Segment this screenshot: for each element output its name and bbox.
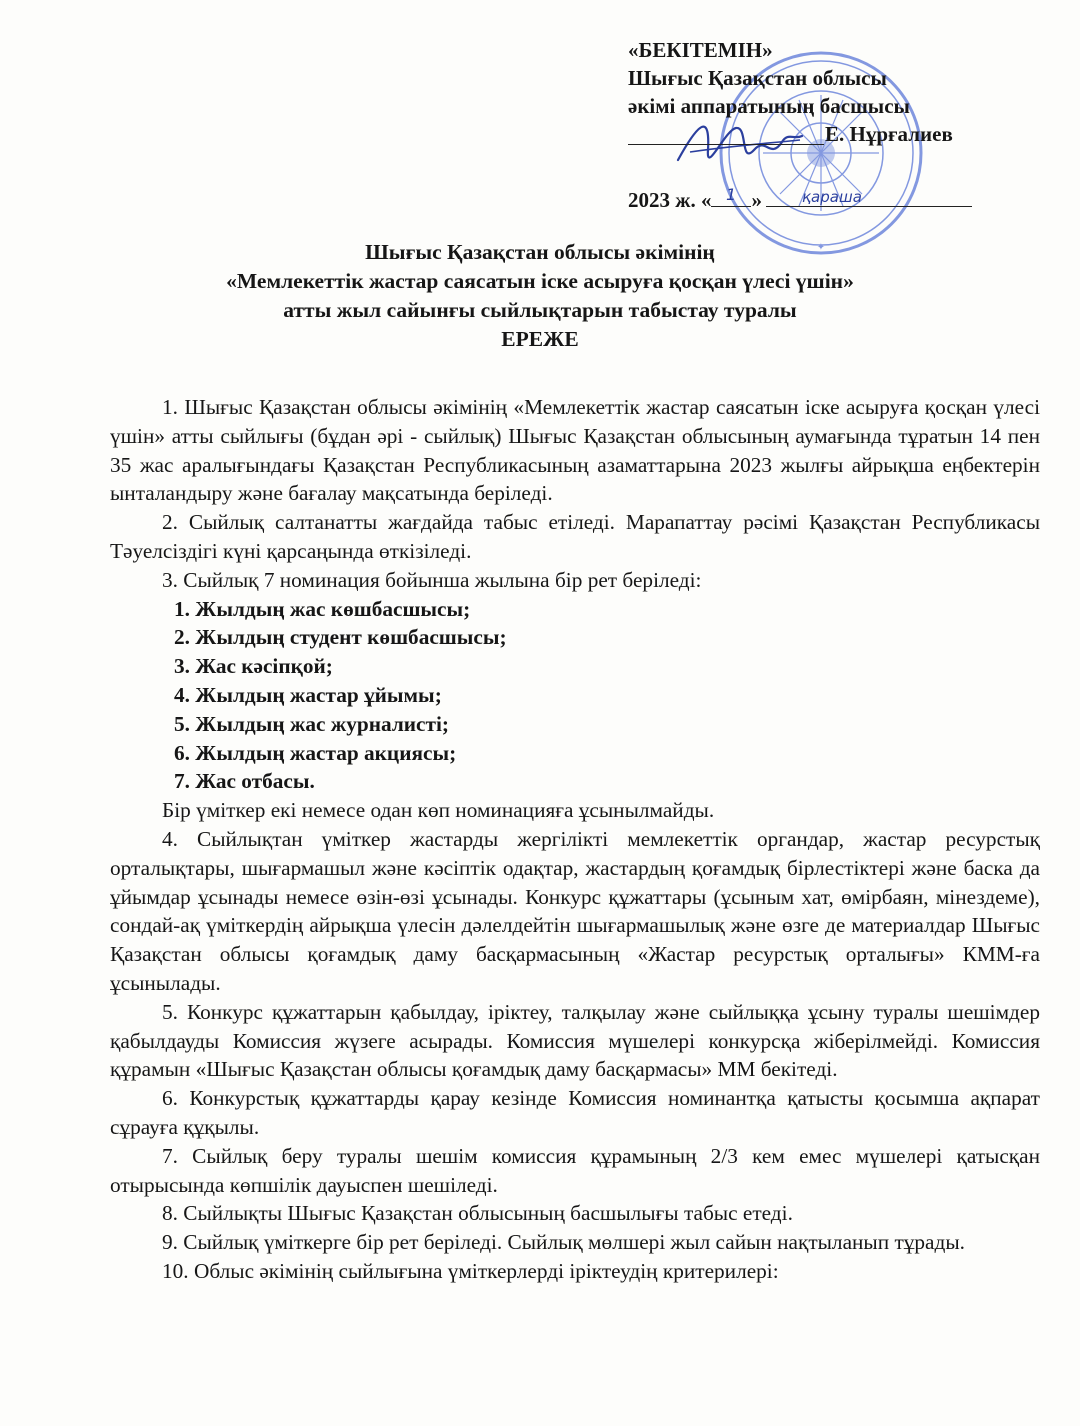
title-line-1: Шығыс Қазақстан облысы әкімінің	[365, 240, 715, 264]
document-body	[110, 393, 1040, 1286]
paragraph-6: 6. Конкурстық құжаттарды қарау кезінде Комиссия номинантқа қатысты қосымша ақпарат сұрауға құқылы.	[110, 1086, 1040, 1139]
paragraph-9: 9. Сыйлық үміткерге бір рет беріледі. Сыйлық мөлшері жыл сайын нақтыланып тұрады.	[162, 1230, 965, 1255]
paragraph-5: 5. Конкурс құжаттарын қабылдау, іріктеу, талқылау және сыйлыққа ұсыну туралы шешімдер қабылдауды Комиссия жүзеге асырады. Комиссия мүшелері конкурсқа жіберілмейді. Комиссия құрамын «Шығыс Қазақстан облысы қоғамдық даму басқармасы» ММ бекітеді.	[110, 999, 1040, 1082]
date-day-blank	[711, 206, 751, 207]
date-month-blank	[766, 190, 972, 207]
approval-line-1: Шығыс Қазақстан облысы	[628, 66, 887, 90]
paragraph-8: 8. Сыйлықты Шығыс Қазақстан облысының басшылығы табыс етеді.	[162, 1201, 793, 1226]
nomination-list	[110, 595, 1040, 797]
paragraph-2: 2. Сыйлық салтанатты жағдайда табыс етіледі. Марапаттау рәсімі Қазақстан Республикасы Тәуелсіздігі күні қарсаңында өткізіледі.	[110, 510, 1040, 563]
list-item: 2. Жылдың студент көшбасшысы;	[174, 625, 507, 650]
approval-line-2: әкімі аппаратының басшысы	[628, 94, 910, 118]
list-item: 6. Жылдың жастар акциясы;	[174, 740, 457, 765]
list-item: 4. Жылдың жастар ұйымы;	[174, 682, 442, 707]
hand-day: 1	[726, 185, 737, 204]
paragraph-10: 10. Облыс әкімінің сыйлығына үміткерлерді іріктеудің критерилері:	[162, 1258, 779, 1283]
title-line-4: ЕРЕЖЕ	[501, 327, 579, 351]
svg-text:✦: ✦	[816, 242, 826, 253]
date-mid: »	[751, 188, 762, 212]
title-line-3: атты жыл сайынғы сыйлықтарын табыстау туралы	[283, 298, 797, 322]
paragraph-3: 3. Сыйлық 7 номинация бойынша жылына бір рет беріледі:	[162, 567, 702, 592]
paragraph-7: 7. Сыйлық беру туралы шешім комиссия құрамының 2/3 кем емес мүшелері қатысқан отырысында көпшілік дауыспен шешіледі.	[110, 1143, 1040, 1197]
document-title	[60, 238, 1020, 354]
title-line-2: «Мемлекеттік жастар саясатын іске асыруға қосқан үлесі үшін»	[226, 269, 854, 293]
approval-date	[628, 186, 972, 214]
signature-row	[628, 120, 988, 150]
paragraph-4: 4. Сыйлықтан үміткер жастарды жергілікті мемлекеттік органдар, жастар ресурстық орталықтары, шығармашыл және кәсіптік одақтар, жастардың қоғамдық бірлестіктері және баска да ұйымдар ұсынады немесе өзін-өзі ұсынады. Конкурс құжаттары (ұсыным хат, өмірбаян, мінездеме), сондай-ақ үміткердің айрықша үлесін дәлелдейтін шығармашылық және өзге де материалдар Шығыс Қазақстан облысы қоғамдық даму басқармасының «Жастар ресурстық орталығы» КММ-ға ұсынылады.	[110, 826, 1040, 995]
hand-month: қараша	[802, 188, 862, 206]
signatory-name: Е. Нұрғалиев	[825, 122, 953, 146]
date-prefix: 2023 ж. «	[628, 188, 712, 212]
list-item: 7. Жас отбасы.	[174, 769, 315, 794]
list-item: 1. Жылдың жас көшбасшысы;	[174, 596, 471, 621]
paragraph-3b: Бір үміткер екі немесе одан көп номинацияға ұсынылмайды.	[162, 798, 715, 823]
approval-heading: «БЕКІТЕМІН»	[628, 38, 773, 62]
list-item: 5. Жылдың жас журналисті;	[174, 711, 449, 736]
paragraph-1: 1. Шығыс Қазақстан облысы әкімінің «Мемлекеттік жастар саясатын іске асыруға қосқан үлесі үшін» атты сыйлығы (бұдан әрі - сыйлық) Шығыс Қазақстан облысының аумағында тұратын 14 пен 35 жас аралығындағы Қазақстан Республикасының азаматтарына 2023 жылғы айрықша еңбектерін ынталандыру және бағалау мақсатында беріледі.	[110, 395, 1040, 506]
signature-line	[628, 144, 824, 145]
list-item: 3. Жас кәсіпқой;	[174, 654, 333, 679]
